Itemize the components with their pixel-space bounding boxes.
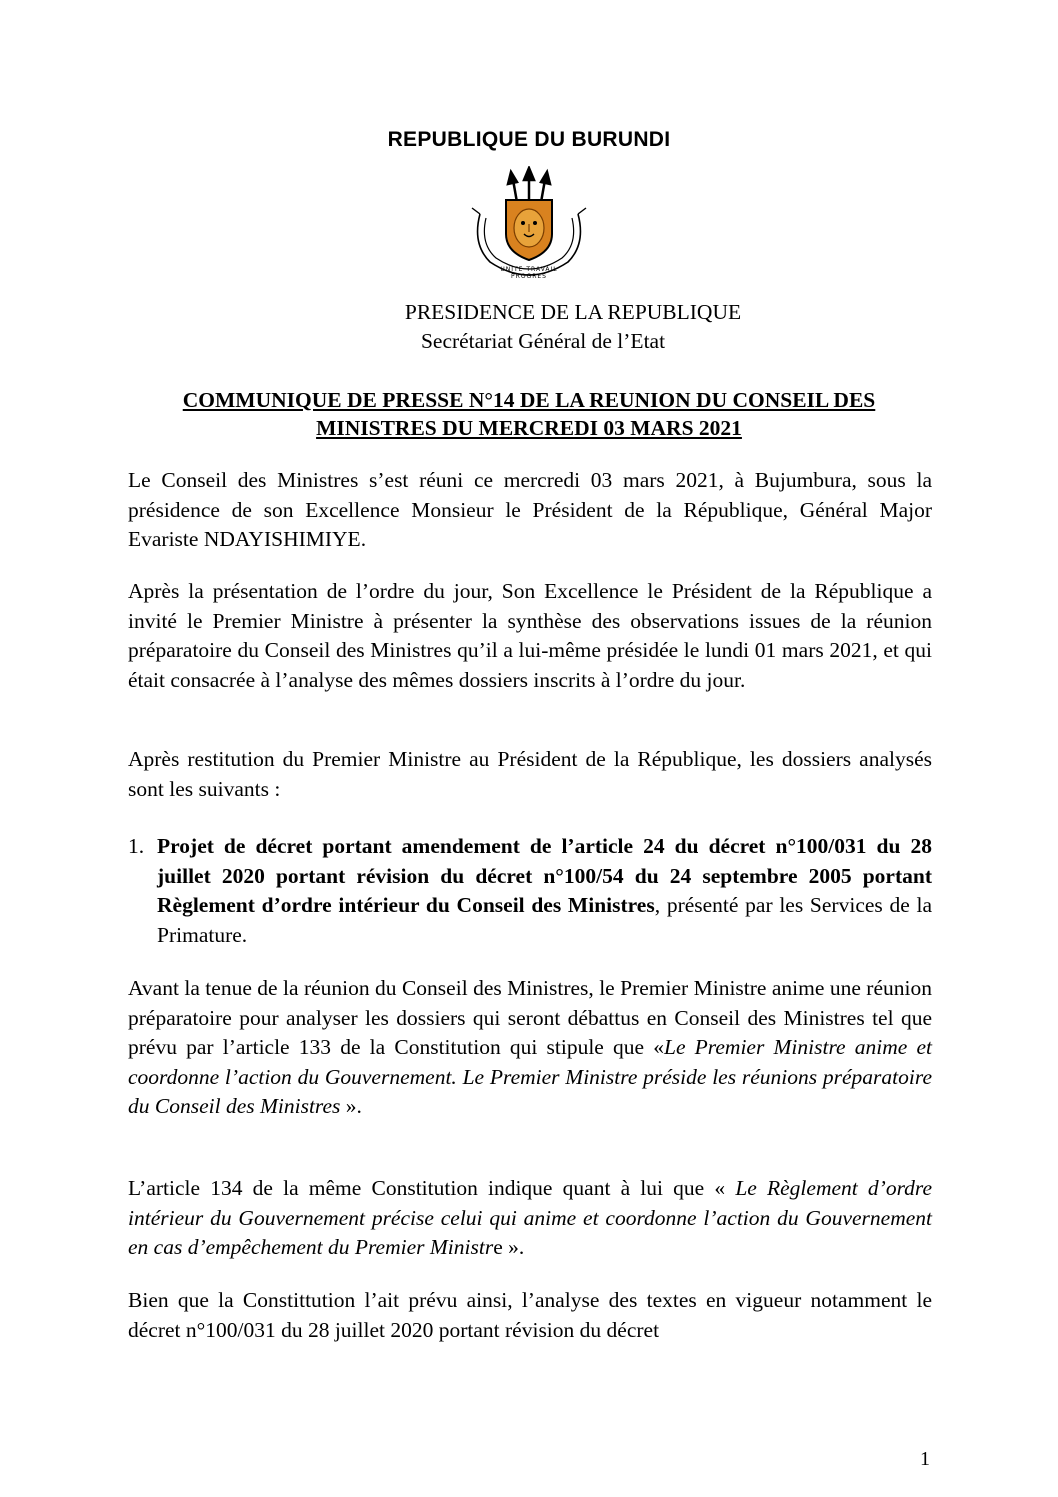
text-run: e ». (493, 1235, 525, 1259)
paragraph-restitution: Après restitution du Premier Ministre au Président de la République, les dossiers analysés sont les suivants : (128, 747, 932, 801)
paragraph-opening: Le Conseil des Ministres s’est réuni ce mercredi 03 mars 2021, à Bujumbura, sous la présidence de son Excellence Monsieur le Président de la République, Général Major Evariste NDAYISHIMIYE. (128, 468, 932, 551)
agenda-item-1 (128, 832, 932, 952)
communique-title (118, 386, 940, 442)
paragraph-analysis: Bien que la Constittution l’ait prévu ainsi, l’analyse des textes en vigueur notamment le décret n°100/031 du 28 juillet 2020 portant révision du décret (128, 1288, 932, 1342)
list-item-text (157, 832, 932, 950)
paragraph-constitution-134 (128, 1174, 932, 1263)
paragraph-agenda: Après la présentation de l’ordre du jour, Son Excellence le Président de la République a invité le Premier Ministre à présenter la synthèse des observations issues de la réunion préparatoire du Conseil des Ministres qu’il a lui-même présidée le lundi 01 mars 2021, et qui était consacrée à l’analyse des mêmes dossiers inscrits à l’ordre du jour. (128, 579, 932, 692)
paragraph-constitution-133 (128, 974, 932, 1122)
quote-text: Le Premier Ministre anime et coordonne l’action du Gouvernement. Le Premier Ministre préside les réunions préparatoire du Conseil des Ministres (128, 1035, 932, 1118)
item-presenter: , présenté par les Services de la Primature. (157, 893, 933, 947)
text-run: L’article 134 de la même Constitution indique quant à lui que « (128, 1176, 736, 1200)
list-number: 1. (128, 834, 145, 858)
secretariat-heading: Secrétariat Général de l’Etat (420, 329, 666, 353)
text-run: ». (340, 1094, 362, 1118)
emblem-motto-word: UNITE (500, 266, 524, 273)
communique-title-line: MINISTRES DU MERCREDI 03 MARS 2021 (316, 416, 742, 440)
text-run: Avant la tenue de la réunion du Conseil des Ministres, le Premier Ministre anime une réunion préparatoire pour analyser les dossiers qui seront débattus en Conseil des Ministres tel que prévu par l’article 133 de la Constitution qui stipule que « (128, 976, 932, 1059)
quote-text: Le Règlement d’ordre intérieur du Gouvernement précise celui qui anime et coordonne l’action du Gouvernement en cas d’empêchement du Premier Ministr (128, 1176, 933, 1259)
emblem-motto-word: TRAVAIL (526, 266, 558, 273)
communique-title-line: COMMUNIQUE DE PRESSE N°14 DE LA REUNION DU CONSEIL DES (182, 388, 876, 412)
page-number: 1 (920, 1448, 930, 1470)
item-title: Projet de décret portant amendement de l’article 24 du décret n°100/031 du 28 juillet 2020 portant révision du décret n°100/54 du 24 septembre 2005 portant Règlement d’ordre intérieur du Conseil des Ministres (157, 834, 932, 917)
country-title: REPUBLIQUE DU BURUNDI (387, 128, 671, 151)
emblem-motto-word: PROGRES (511, 273, 547, 280)
presidency-heading: PRESIDENCE DE LA REPUBLIQUE (404, 300, 742, 324)
emblem-motto (486, 266, 572, 280)
